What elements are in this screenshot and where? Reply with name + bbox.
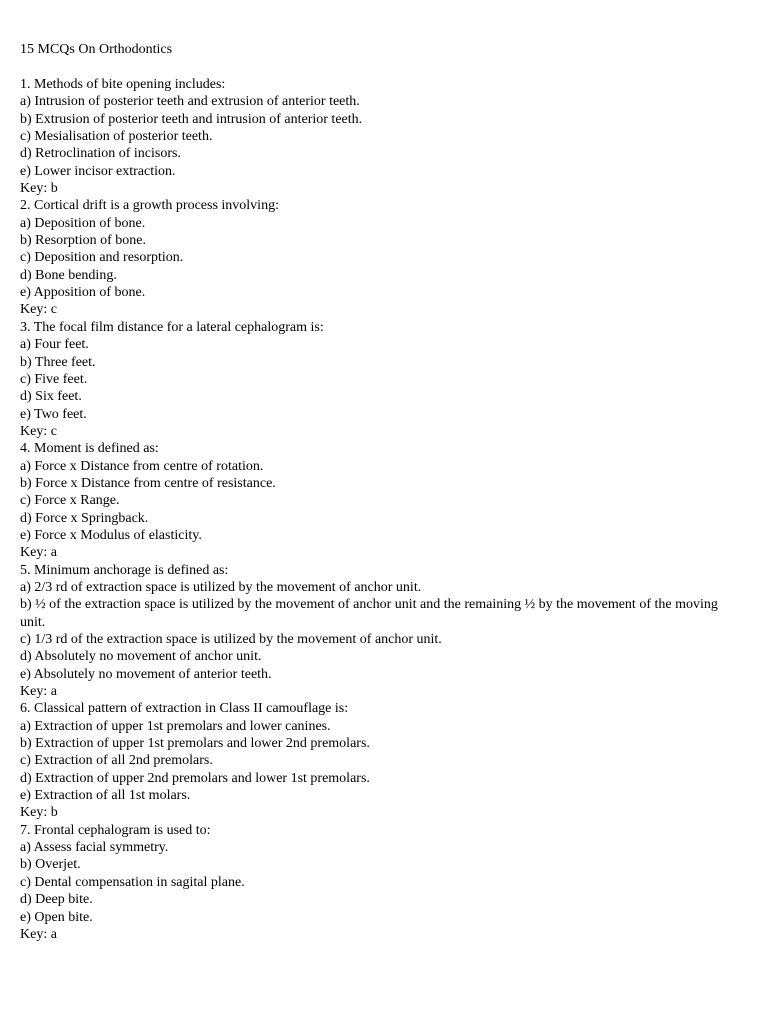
question-5	[20, 562, 740, 701]
question-stem: 5. Minimum anchorage is defined as:	[20, 562, 229, 578]
answer-option-b: b) Overjet.	[20, 857, 81, 873]
question-4	[20, 440, 740, 561]
answer-option-c: c) Deposition and resorption.	[20, 250, 184, 266]
question-1	[20, 76, 740, 197]
answer-option-b: b) Three feet.	[20, 354, 96, 370]
answer-option-e: e) Two feet.	[20, 406, 87, 422]
answer-option-c: c) 1/3 rd of the extraction space is utilized by the movement of anchor unit.	[20, 632, 442, 647]
document-title: 15 MCQs On Orthodontics	[20, 42, 173, 57]
question-stem: 4. Moment is defined as:	[20, 441, 159, 457]
question-stem: 3. The focal film distance for a lateral cephalogram is:	[20, 319, 324, 335]
answer-option-a: a) Intrusion of posterior teeth and extrusion of anterior teeth.	[20, 94, 360, 110]
answer-option-a: a) Force x Distance from centre of rotation.	[20, 458, 264, 474]
answer-option-c: c) Force x Range.	[20, 493, 120, 509]
answer-option-a: a) Assess facial symmetry.	[20, 840, 169, 856]
question-3	[20, 319, 740, 440]
question-list	[20, 76, 740, 943]
answer-option-a: a) Four feet.	[20, 337, 89, 353]
answer-option-e: e) Lower incisor extraction.	[20, 163, 176, 179]
answer-option-d: d) Force x Springback.	[20, 510, 149, 526]
answer-option-d: d) Bone bending.	[20, 267, 117, 283]
answer-option-e: e) Absolutely no movement of anterior teeth.	[20, 666, 272, 682]
answer-option-b: b) Resorption of bone.	[20, 233, 146, 249]
answer-option-a: a) 2/3 rd of extraction space is utilized by the movement of anchor unit.	[20, 579, 422, 595]
question-7	[20, 822, 740, 943]
answer-option-d: d) Deep bite.	[20, 892, 93, 908]
answer-option-d: d) Six feet.	[20, 389, 82, 405]
answer-key: Key: c	[20, 302, 57, 318]
question-stem: 7. Frontal cephalogram is used to:	[20, 822, 211, 838]
answer-option-b: b) ½ of the extraction space is utilized by the movement of anchor unit and the remaining ½ by the movement of the moving unit.	[20, 597, 718, 630]
answer-option-a: a) Deposition of bone.	[20, 215, 146, 231]
answer-option-e: e) Apposition of bone.	[20, 285, 146, 301]
question-stem: 6. Classical pattern of extraction in Class II camouflage is:	[20, 701, 349, 717]
answer-key: Key: a	[20, 545, 57, 561]
answer-option-e: e) Open bite.	[20, 909, 93, 925]
answer-option-c: c) Extraction of all 2nd premolars.	[20, 753, 213, 769]
answer-option-b: b) Extrusion of posterior teeth and intrusion of anterior teeth.	[20, 111, 363, 127]
answer-option-b: b) Extraction of upper 1st premolars and lower 2nd premolars.	[20, 736, 370, 752]
answer-option-c: c) Five feet.	[20, 371, 88, 387]
answer-option-a: a) Extraction of upper 1st premolars and lower canines.	[20, 718, 331, 734]
answer-option-b: b) Force x Distance from centre of resistance.	[20, 475, 276, 491]
question-stem: 1. Methods of bite opening includes:	[20, 77, 226, 92]
question-6	[20, 700, 740, 821]
question-2	[20, 197, 740, 318]
answer-option-d: d) Absolutely no movement of anchor unit.	[20, 649, 262, 665]
answer-option-e: e) Extraction of all 1st molars.	[20, 788, 191, 804]
answer-key: Key: a	[20, 684, 57, 700]
answer-option-c: c) Mesialisation of posterior teeth.	[20, 129, 213, 145]
answer-option-e: e) Force x Modulus of elasticity.	[20, 527, 202, 543]
answer-key: Key: b	[20, 805, 58, 821]
answer-key: Key: a	[20, 926, 57, 942]
answer-option-d: d) Retroclination of incisors.	[20, 146, 181, 162]
question-stem: 2. Cortical drift is a growth process involving:	[20, 198, 279, 214]
answer-key: Key: b	[20, 181, 58, 197]
answer-key: Key: c	[20, 423, 57, 439]
answer-option-d: d) Extraction of upper 2nd premolars and lower 1st premolars.	[20, 770, 370, 786]
answer-option-c: c) Dental compensation in sagital plane.	[20, 874, 245, 890]
